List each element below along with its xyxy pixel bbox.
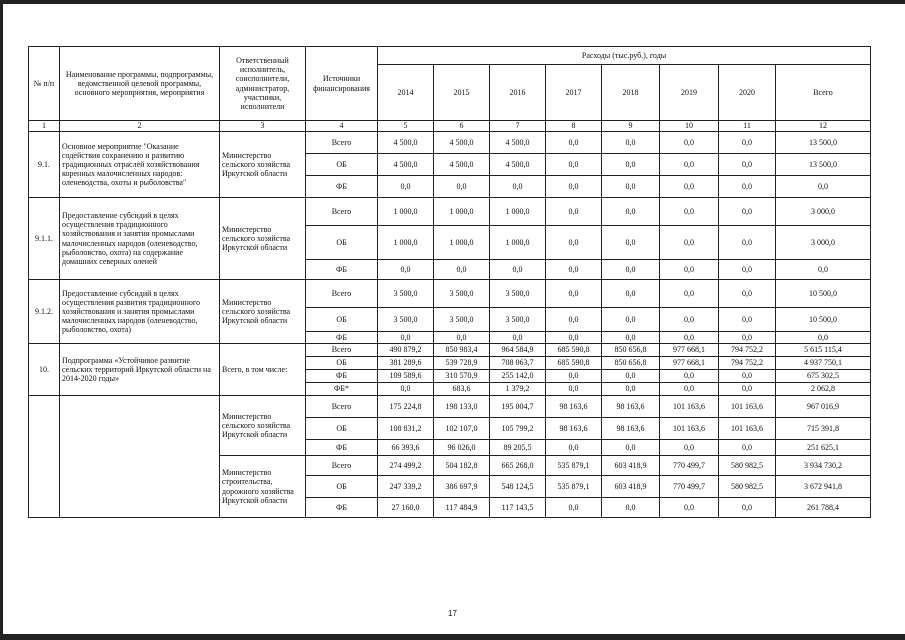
- amount-cell: 0,0: [719, 226, 776, 260]
- amount-cell: 10 500,0: [776, 280, 871, 308]
- item-responsible: Министерство строительства, дорожного хозяйства Иркутской области: [220, 456, 306, 518]
- header-source: Источники финансирования: [306, 47, 378, 121]
- header-name: Наименование программы, подпрограммы, ведомственной целевой программы, основного мероприятия, мероприятия: [60, 47, 220, 121]
- amount-cell: 5 615 115,4: [776, 344, 871, 357]
- column-number: 10: [660, 121, 719, 132]
- amount-cell: 0,0: [719, 198, 776, 226]
- amount-cell: 4 500,0: [434, 132, 490, 154]
- amount-cell: 683,6: [434, 383, 490, 396]
- item-name: Предоставление субсидий в целях осуществления развития традиционного хозяйствования и занятия промыслами малочисленных народов (оленеводство, рыболовство, охота): [60, 280, 220, 344]
- header-year: 2015: [434, 65, 490, 121]
- amount-cell: 685 590,8: [546, 357, 602, 370]
- amount-cell: 490 879,2: [378, 344, 434, 357]
- header-number: № п/п: [29, 47, 60, 121]
- amount-cell: 535 879,1: [546, 456, 602, 476]
- amount-cell: 967 016,9: [776, 396, 871, 418]
- amount-cell: 580 982,5: [719, 456, 776, 476]
- amount-cell: 0,0: [434, 260, 490, 280]
- amount-cell: 0,0: [660, 226, 719, 260]
- amount-cell: 665 268,0: [490, 456, 546, 476]
- amount-cell: 386 697,9: [434, 476, 490, 498]
- amount-cell: 3 934 730,2: [776, 456, 871, 476]
- amount-cell: 0,0: [660, 198, 719, 226]
- funding-source: ФБ*: [306, 383, 378, 396]
- amount-cell: 0,0: [546, 280, 602, 308]
- amount-cell: 274 499,2: [378, 456, 434, 476]
- amount-cell: 96 026,0: [434, 440, 490, 456]
- amount-cell: 794 752,2: [719, 344, 776, 357]
- header-year: 2016: [490, 65, 546, 121]
- amount-cell: 101 163,6: [719, 418, 776, 440]
- amount-cell: 0,0: [546, 440, 602, 456]
- funding-source: Всего: [306, 456, 378, 476]
- amount-cell: 0,0: [719, 308, 776, 332]
- header-year: 2020: [719, 65, 776, 121]
- amount-cell: 4 500,0: [490, 154, 546, 176]
- funding-source: ОБ: [306, 476, 378, 498]
- column-number: 8: [546, 121, 602, 132]
- header-total: Всего: [776, 65, 871, 121]
- amount-cell: 4 937 750,1: [776, 357, 871, 370]
- amount-cell: 101 163,6: [660, 418, 719, 440]
- amount-cell: 0,0: [660, 498, 719, 518]
- amount-cell: 0,0: [602, 383, 660, 396]
- column-number: 12: [776, 121, 871, 132]
- amount-cell: 261 788,4: [776, 498, 871, 518]
- empty-number-cell: [29, 396, 60, 518]
- amount-cell: 13 500,0: [776, 132, 871, 154]
- amount-cell: 675 302,5: [776, 370, 871, 383]
- amount-cell: 4 500,0: [490, 132, 546, 154]
- amount-cell: 4 500,0: [378, 154, 434, 176]
- page-number: 17: [448, 609, 457, 618]
- amount-cell: 27 160,0: [378, 498, 434, 518]
- funding-source: Всего: [306, 396, 378, 418]
- funding-source: Всего: [306, 132, 378, 154]
- amount-cell: 964 584,9: [490, 344, 546, 357]
- amount-cell: 0,0: [719, 440, 776, 456]
- table-row: [29, 198, 871, 226]
- amount-cell: 770 499,7: [660, 456, 719, 476]
- amount-cell: 0,0: [602, 370, 660, 383]
- amount-cell: 977 668,1: [660, 344, 719, 357]
- amount-cell: 0,0: [434, 176, 490, 198]
- amount-cell: 102 107,0: [434, 418, 490, 440]
- amount-cell: 0,0: [660, 332, 719, 344]
- funding-source: ОБ: [306, 154, 378, 176]
- amount-cell: 3 500,0: [490, 308, 546, 332]
- amount-cell: 794 752,2: [719, 357, 776, 370]
- column-number: 7: [490, 121, 546, 132]
- amount-cell: 0,0: [660, 260, 719, 280]
- amount-cell: 548 124,5: [490, 476, 546, 498]
- amount-cell: 1 000,0: [378, 198, 434, 226]
- funding-source: ФБ: [306, 332, 378, 344]
- amount-cell: 0,0: [490, 332, 546, 344]
- amount-cell: 310 570,9: [434, 370, 490, 383]
- amount-cell: 66 393,6: [378, 440, 434, 456]
- amount-cell: 0,0: [719, 280, 776, 308]
- amount-cell: 0,0: [660, 440, 719, 456]
- column-number: 5: [378, 121, 434, 132]
- amount-cell: 685 590,8: [546, 344, 602, 357]
- amount-cell: 3 500,0: [378, 280, 434, 308]
- amount-cell: 770 499,7: [660, 476, 719, 498]
- amount-cell: 0,0: [719, 370, 776, 383]
- amount-cell: 603 418,9: [602, 476, 660, 498]
- budget-table: [28, 46, 871, 518]
- funding-source: Всего: [306, 280, 378, 308]
- amount-cell: 4 500,0: [378, 132, 434, 154]
- table-row: [29, 396, 871, 418]
- amount-cell: 0,0: [546, 260, 602, 280]
- item-responsible: Министерство сельского хозяйства Иркутской области: [220, 132, 306, 198]
- item-responsible: Министерство сельского хозяйства Иркутской области: [220, 280, 306, 344]
- amount-cell: 0,0: [719, 154, 776, 176]
- amount-cell: 0,0: [602, 226, 660, 260]
- item-number: 9.1.1.: [29, 198, 60, 280]
- amount-cell: 603 418,9: [602, 456, 660, 476]
- amount-cell: 175 224,8: [378, 396, 434, 418]
- amount-cell: 0,0: [602, 280, 660, 308]
- amount-cell: 0,0: [719, 260, 776, 280]
- funding-source: ОБ: [306, 308, 378, 332]
- amount-cell: 0,0: [660, 154, 719, 176]
- table-row: [29, 344, 871, 357]
- amount-cell: 0,0: [602, 498, 660, 518]
- funding-source: ФБ: [306, 176, 378, 198]
- amount-cell: 0,0: [719, 176, 776, 198]
- amount-cell: 255 142,0: [490, 370, 546, 383]
- amount-cell: 3 500,0: [434, 308, 490, 332]
- amount-cell: 3 672 941,8: [776, 476, 871, 498]
- amount-cell: 101 163,6: [719, 396, 776, 418]
- amount-cell: 0,0: [660, 280, 719, 308]
- amount-cell: 708 063,7: [490, 357, 546, 370]
- amount-cell: 198 133,0: [434, 396, 490, 418]
- header-year: 2018: [602, 65, 660, 121]
- amount-cell: 0,0: [719, 132, 776, 154]
- amount-cell: 108 831,2: [378, 418, 434, 440]
- column-number: 11: [719, 121, 776, 132]
- funding-source: ФБ: [306, 260, 378, 280]
- item-responsible: Всего, в том числе:: [220, 344, 306, 396]
- amount-cell: 98 163,6: [602, 418, 660, 440]
- amount-cell: 0,0: [776, 260, 871, 280]
- item-number: 9.1.: [29, 132, 60, 198]
- amount-cell: 0,0: [546, 198, 602, 226]
- amount-cell: 539 728,9: [434, 357, 490, 370]
- amount-cell: 0,0: [602, 260, 660, 280]
- header-year: 2014: [378, 65, 434, 121]
- item-number: 9.1.2.: [29, 280, 60, 344]
- amount-cell: 0,0: [660, 383, 719, 396]
- amount-cell: 535 879,1: [546, 476, 602, 498]
- amount-cell: 0,0: [602, 440, 660, 456]
- amount-cell: 0,0: [490, 176, 546, 198]
- amount-cell: 850 656,8: [602, 344, 660, 357]
- amount-cell: 0,0: [546, 383, 602, 396]
- amount-cell: 3 500,0: [434, 280, 490, 308]
- amount-cell: 0,0: [546, 332, 602, 344]
- amount-cell: 0,0: [602, 332, 660, 344]
- column-number: 3: [220, 121, 306, 132]
- column-number: 1: [29, 121, 60, 132]
- amount-cell: 0,0: [602, 176, 660, 198]
- column-number: 4: [306, 121, 378, 132]
- amount-cell: 0,0: [660, 308, 719, 332]
- amount-cell: 504 182,8: [434, 456, 490, 476]
- amount-cell: 1 379,2: [490, 383, 546, 396]
- amount-cell: 4 500,0: [434, 154, 490, 176]
- scan-border-top: [0, 0, 905, 4]
- amount-cell: 247 339,2: [378, 476, 434, 498]
- amount-cell: 3 000,0: [776, 198, 871, 226]
- amount-cell: 1 000,0: [378, 226, 434, 260]
- amount-cell: 1 000,0: [490, 198, 546, 226]
- amount-cell: 0,0: [660, 370, 719, 383]
- amount-cell: 0,0: [546, 154, 602, 176]
- amount-cell: 98 163,6: [546, 396, 602, 418]
- amount-cell: 0,0: [602, 198, 660, 226]
- amount-cell: 0,0: [546, 176, 602, 198]
- amount-cell: 0,0: [546, 132, 602, 154]
- amount-cell: 850 656,8: [602, 357, 660, 370]
- funding-source: ФБ: [306, 440, 378, 456]
- amount-cell: 251 625,1: [776, 440, 871, 456]
- amount-cell: 98 163,6: [602, 396, 660, 418]
- amount-cell: 0,0: [776, 332, 871, 344]
- amount-cell: 0,0: [490, 260, 546, 280]
- amount-cell: 0,0: [602, 154, 660, 176]
- column-number: 2: [60, 121, 220, 132]
- amount-cell: 0,0: [719, 498, 776, 518]
- amount-cell: 195 004,7: [490, 396, 546, 418]
- amount-cell: 0,0: [434, 332, 490, 344]
- header-responsible: Ответственный исполнитель, соисполнители, администратор, участники, исполнители: [220, 47, 306, 121]
- amount-cell: 1 000,0: [434, 198, 490, 226]
- amount-cell: 715 391,8: [776, 418, 871, 440]
- amount-cell: 0,0: [602, 132, 660, 154]
- amount-cell: 0,0: [546, 370, 602, 383]
- amount-cell: 0,0: [602, 308, 660, 332]
- amount-cell: 0,0: [546, 308, 602, 332]
- column-number: 6: [434, 121, 490, 132]
- amount-cell: 0,0: [546, 498, 602, 518]
- item-name: Подпрограмма «Устойчивое развитие сельских территорий Иркутской области на 2014-2020 годы»: [60, 344, 220, 396]
- amount-cell: 850 983,4: [434, 344, 490, 357]
- scan-border-bottom: [0, 634, 905, 640]
- column-number: 9: [602, 121, 660, 132]
- header-row-top: [29, 47, 871, 65]
- amount-cell: 0,0: [378, 332, 434, 344]
- funding-source: Всего: [306, 344, 378, 357]
- amount-cell: 105 799,2: [490, 418, 546, 440]
- amount-cell: 0,0: [378, 176, 434, 198]
- amount-cell: 3 000,0: [776, 226, 871, 260]
- table-row: [29, 280, 871, 308]
- header-expenses: Расходы (тыс.руб.), годы: [378, 47, 871, 65]
- amount-cell: 0,0: [660, 132, 719, 154]
- amount-cell: 381 289,6: [378, 357, 434, 370]
- amount-cell: 0,0: [776, 176, 871, 198]
- funding-source: Всего: [306, 198, 378, 226]
- scan-border-left: [0, 0, 3, 640]
- amount-cell: 13 500,0: [776, 154, 871, 176]
- amount-cell: 117 143,5: [490, 498, 546, 518]
- amount-cell: 1 000,0: [434, 226, 490, 260]
- amount-cell: 109 589,6: [378, 370, 434, 383]
- amount-cell: 3 500,0: [490, 280, 546, 308]
- amount-cell: 0,0: [719, 383, 776, 396]
- funding-source: ОБ: [306, 357, 378, 370]
- item-number: 10.: [29, 344, 60, 396]
- amount-cell: 0,0: [660, 176, 719, 198]
- amount-cell: 0,0: [719, 332, 776, 344]
- table-row: [29, 132, 871, 154]
- amount-cell: 2 062,8: [776, 383, 871, 396]
- item-name: Предоставление субсидий в целях осуществления традиционного хозяйствования и занятия промыслами малочисленных народов (оленеводство, рыболовство, охота) на содержание домашних северных оленей: [60, 198, 220, 280]
- item-name: Основное мероприятие "Оказание содействия сохранению и развитию традиционных отраслей хозяйствования коренных малочисленных народов: оленеводства, охоты и рыболовства": [60, 132, 220, 198]
- amount-cell: 0,0: [378, 383, 434, 396]
- amount-cell: 101 163,6: [660, 396, 719, 418]
- funding-source: ОБ: [306, 418, 378, 440]
- funding-source: ФБ: [306, 370, 378, 383]
- header-year: 2017: [546, 65, 602, 121]
- amount-cell: 977 668,1: [660, 357, 719, 370]
- amount-cell: 89 205,5: [490, 440, 546, 456]
- amount-cell: 98 163,6: [546, 418, 602, 440]
- funding-source: ОБ: [306, 226, 378, 260]
- amount-cell: 1 000,0: [490, 226, 546, 260]
- item-responsible: Министерство сельского хозяйства Иркутской области: [220, 198, 306, 280]
- empty-name-cell: [60, 396, 220, 518]
- amount-cell: 10 500,0: [776, 308, 871, 332]
- funding-source: ФБ: [306, 498, 378, 518]
- amount-cell: 580 982,5: [719, 476, 776, 498]
- amount-cell: 117 484,9: [434, 498, 490, 518]
- amount-cell: 0,0: [378, 260, 434, 280]
- item-responsible: Министерство сельского хозяйства Иркутской области: [220, 396, 306, 456]
- header-row-numbers: [29, 121, 871, 132]
- header-year: 2019: [660, 65, 719, 121]
- amount-cell: 3 500,0: [378, 308, 434, 332]
- amount-cell: 0,0: [546, 226, 602, 260]
